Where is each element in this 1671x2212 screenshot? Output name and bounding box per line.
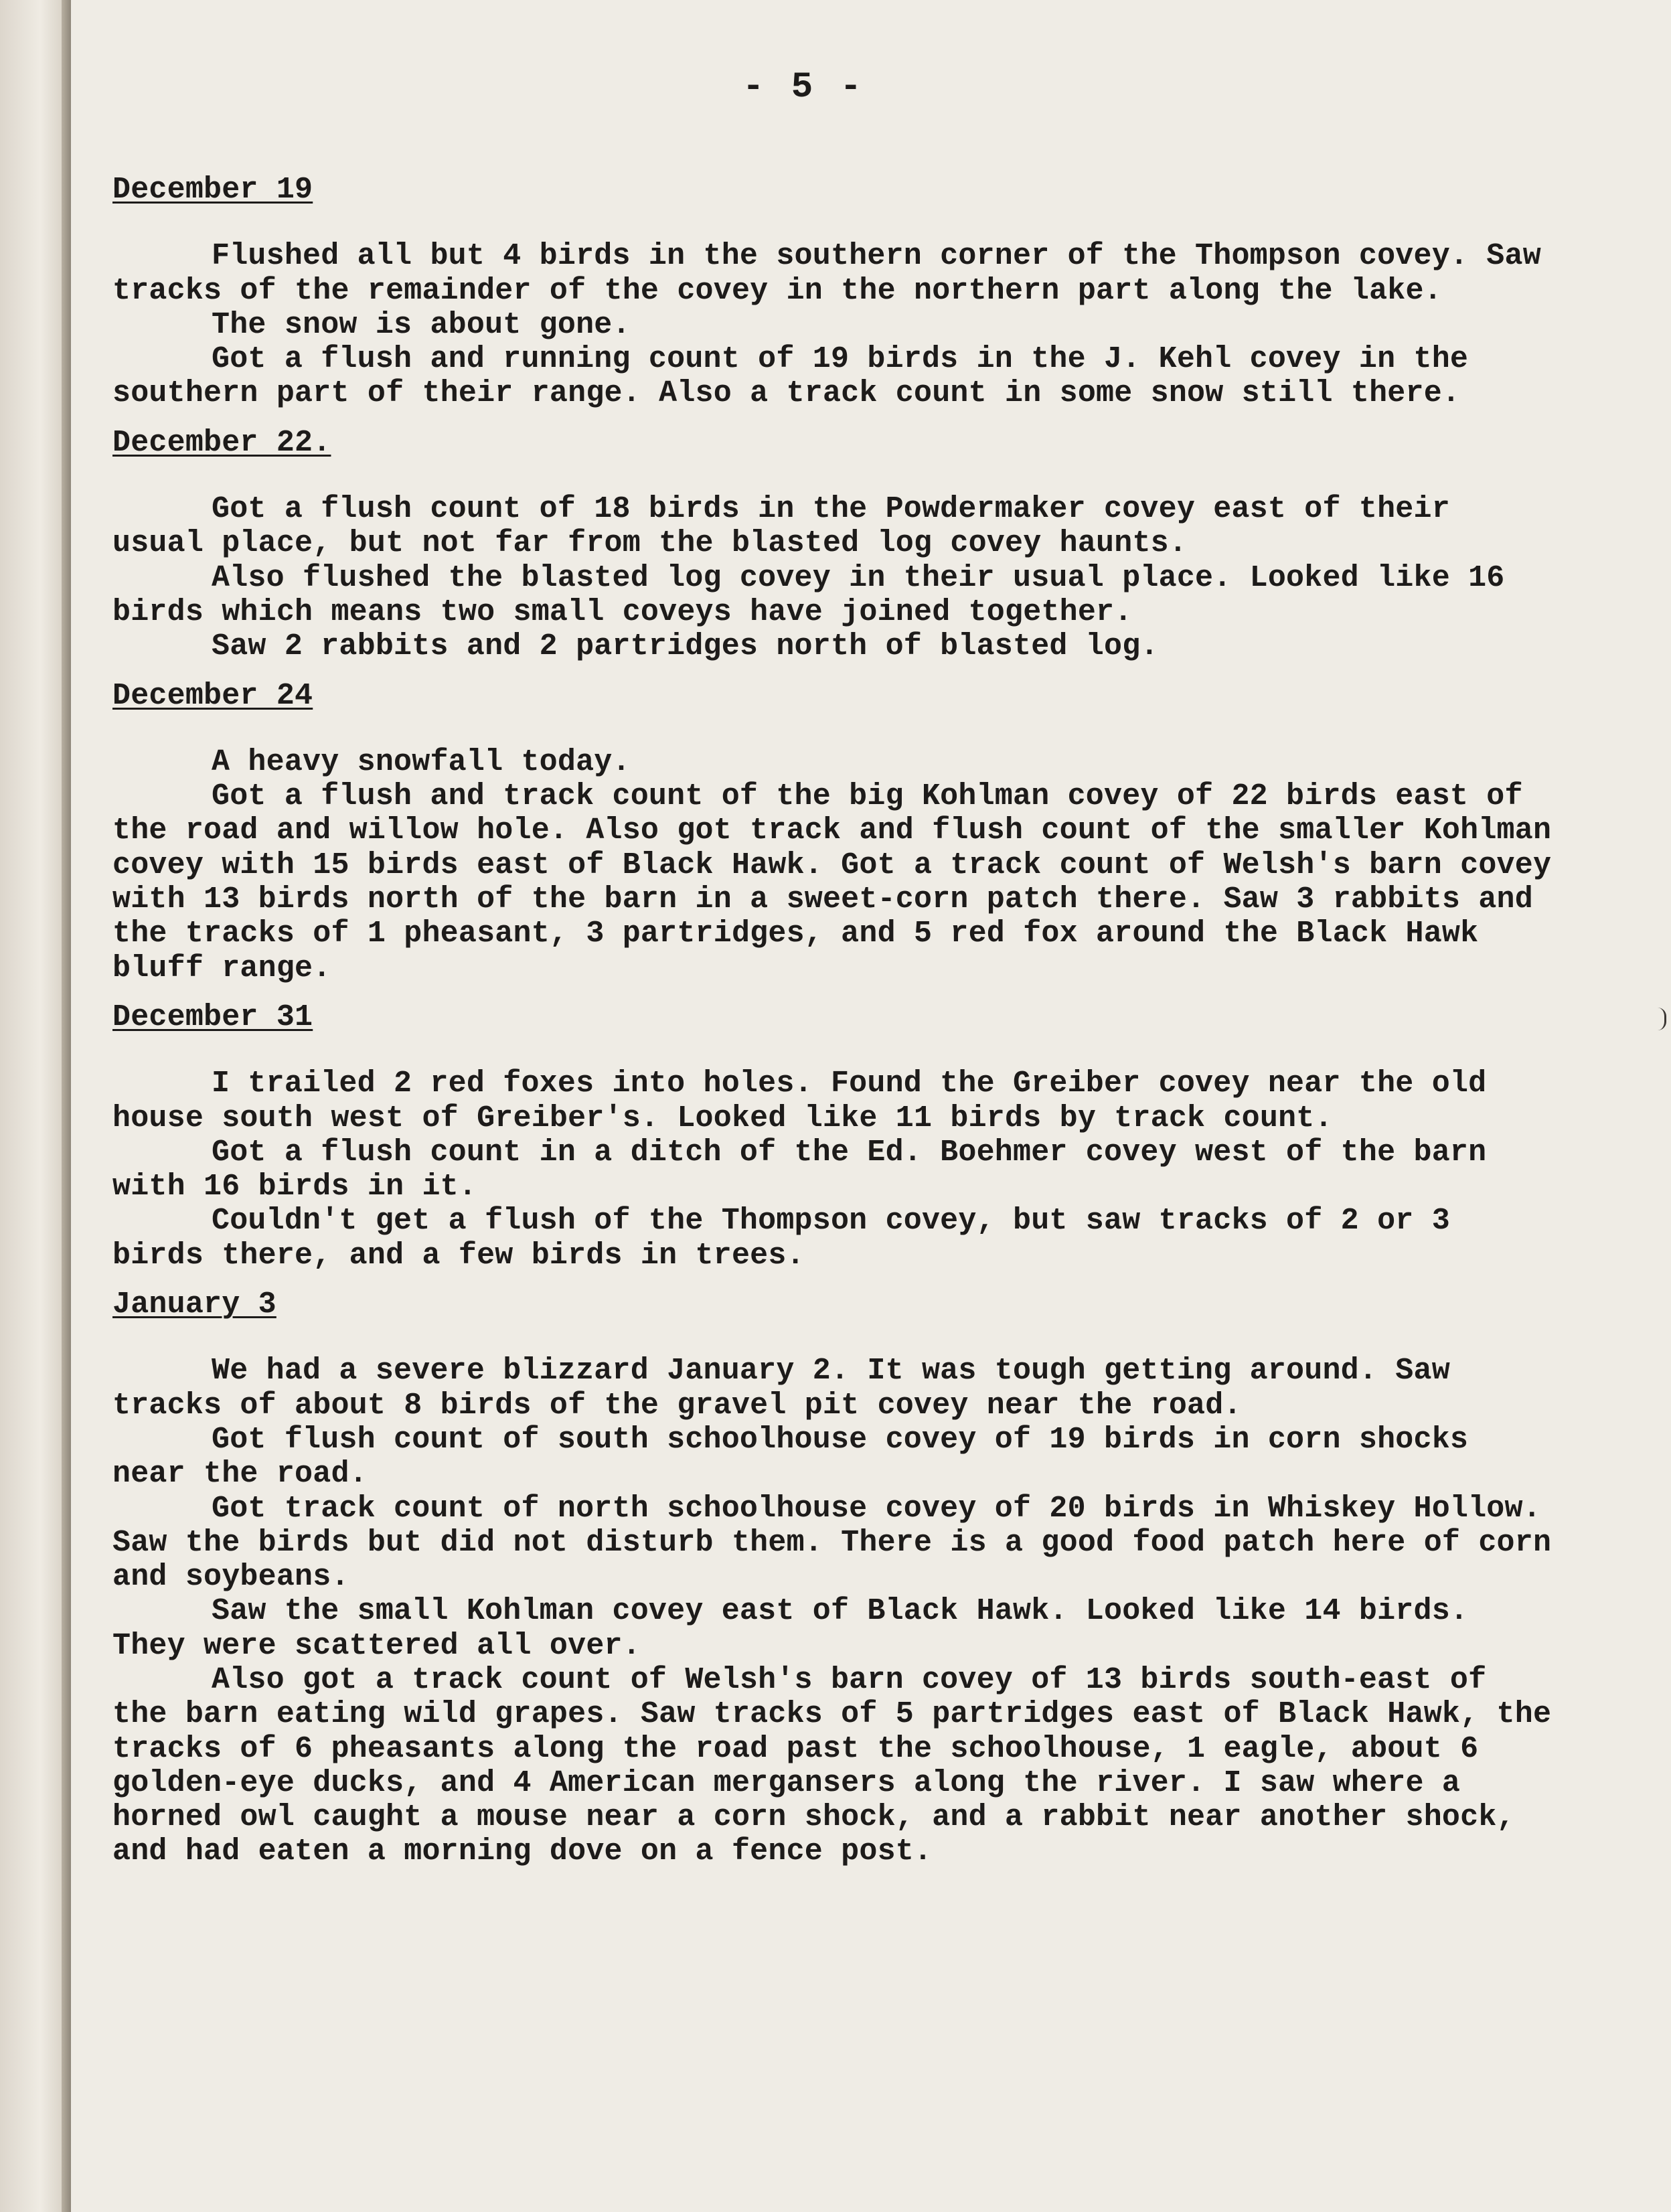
- entry-paragraph: I trailed 2 red foxes into holes. Found the Greiber covey near the old house south west of Greiber's. Looked like 11 birds by track count.: [112, 1066, 1487, 1135]
- entry-date: December 19: [112, 173, 313, 207]
- entry-paragraph: The snow is about gone.: [212, 307, 631, 342]
- entry-paragraph: Got a flush count in a ditch of the Ed. Boehmer covey west of the barn with 16 birds in it.: [112, 1135, 1487, 1204]
- entry-paragraph: We had a severe blizzard January 2. It was tough getting around. Saw tracks of about 8 birds of the gravel pit covey near the road.: [112, 1354, 1450, 1423]
- entry-paragraph: Got a flush and running count of 19 birds in the J. Kehl covey in the southern part of their range. Also a track count in some snow still there.: [112, 342, 1469, 411]
- entry-january-3: [112, 1273, 1552, 1869]
- entry-date: January 3: [112, 1287, 276, 1322]
- entry-paragraph: Also got a track count of Welsh's barn covey of 13 birds south-east of the barn eating wild grapes. Saw tracks of 5 partridges east of Black Hawk, the tracks of 6 pheasants along the road past the schoolhouse, 1 eagle, about 6 golden-eye ducks, and 4 American mergansers along the river. I saw where a horned owl caught a mouse near a corn shock, and a rabbit near another shock, and had eaten a morning dove on a fence post.: [112, 1662, 1552, 1869]
- entry-paragraph: Also flushed the blasted log covey in their usual place. Looked like 16 birds which means two small coveys have joined together.: [112, 560, 1505, 629]
- entry-paragraph: Got track count of north schoolhouse covey of 20 birds in Whiskey Hollow. Saw the birds but did not disturb them. There is a good food patch here of corn and soybeans.: [112, 1491, 1552, 1595]
- entry-paragraph: Got a flush and track count of the big Kohlman covey of 22 birds east of the road and willow hole. Also got track and flush count of the smaller Kohlman covey with 15 birds east of Black Hawk. Got a track count of Welsh's barn covey with 13 birds north of the barn in a sweet-corn patch there. Saw 3 rabbits and the tracks of 1 pheasant, 3 partridges, and 5 red fox around the Black Hawk bluff range.: [112, 779, 1552, 985]
- entry-date: December 24: [112, 678, 313, 713]
- entry-paragraph: Got flush count of south schoolhouse covey of 19 birds in corn shocks near the road.: [112, 1422, 1469, 1492]
- entry-december-19: [112, 173, 1552, 411]
- entry-date: December 31: [112, 1000, 313, 1034]
- journal-body: [112, 173, 1552, 1869]
- entry-date: December 22.: [112, 425, 331, 460]
- entry-paragraph: Got a flush count of 18 birds in the Powdermaker covey east of their usual place, but not far from the blasted log covey haunts.: [112, 492, 1450, 561]
- entry-paragraph: A heavy snowfall today.: [212, 744, 631, 779]
- page-number: - 5 -: [742, 67, 865, 108]
- page-gutter: [62, 0, 71, 2212]
- entry-december-31: [112, 985, 1552, 1273]
- entry-december-24: [112, 664, 1552, 985]
- entry-paragraph: Flushed all but 4 birds in the southern corner of the Thompson covey. Saw tracks of the remainder of the covey in the northern part along the lake.: [112, 239, 1541, 308]
- entry-paragraph: Saw 2 rabbits and 2 partridges north of blasted log.: [212, 629, 1159, 664]
- entry-paragraph: Couldn't get a flush of the Thompson covey, but saw tracks of 2 or 3 birds there, and a few birds in trees.: [112, 1204, 1450, 1273]
- entry-december-22: [112, 411, 1552, 664]
- entry-paragraph: Saw the small Kohlman covey east of Black Hawk. Looked like 14 birds. They were scattered all over.: [112, 1594, 1469, 1663]
